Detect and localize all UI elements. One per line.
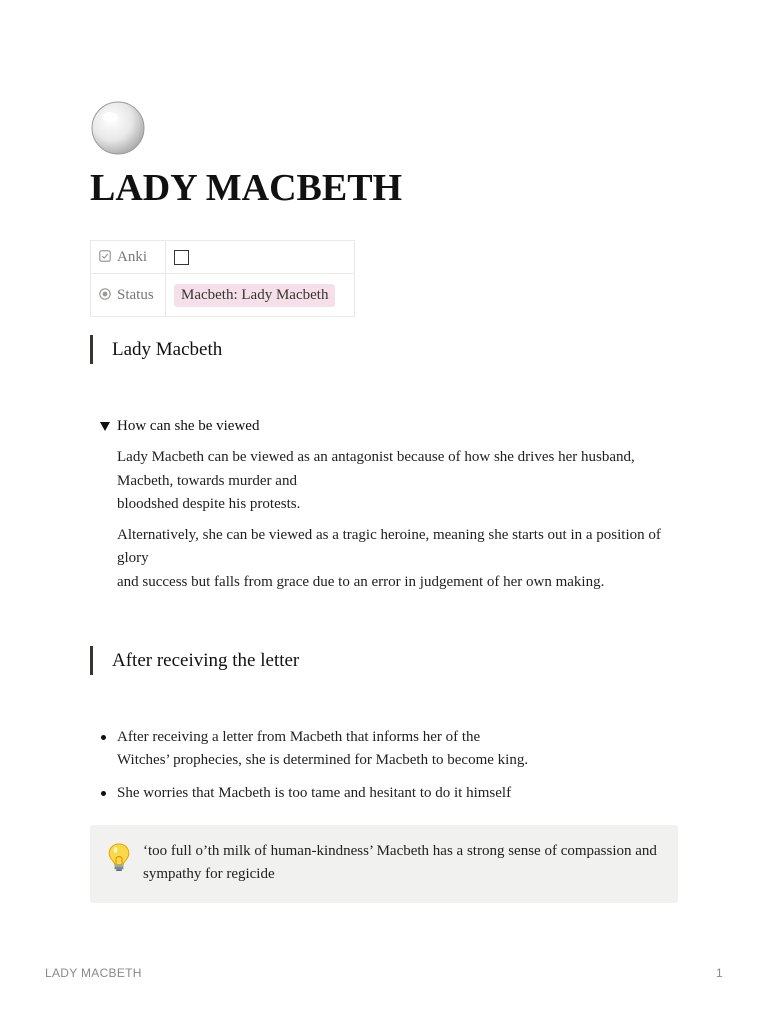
bulleted-list	[117, 726, 677, 815]
list-item	[117, 726, 677, 772]
anki-checkbox[interactable]	[174, 250, 189, 265]
property-value[interactable]	[166, 274, 355, 317]
callout-text: ‘too full o’th milk of human-kindness’ Macbeth has a strong sense of compassion and sympathy for regicide	[143, 843, 657, 882]
paragraph-line: bloodshed despite his protests.	[117, 496, 301, 512]
select-property-icon	[99, 288, 111, 300]
section-heading-lady-macbeth: Lady Macbeth	[90, 335, 222, 364]
property-label: Anki	[117, 248, 147, 265]
property-value	[166, 241, 355, 274]
property-name[interactable]	[91, 241, 166, 274]
bullet-icon	[101, 735, 106, 740]
footer-title: LADY MACBETH	[45, 966, 142, 980]
list-item-line: She worries that Macbeth is too tame and hesitant to do it himself	[117, 785, 512, 801]
toggle-body	[100, 446, 680, 594]
property-row-status	[91, 274, 355, 317]
lightbulb-icon	[106, 842, 132, 872]
white-circle-icon	[90, 100, 146, 156]
toggle-paragraph	[117, 524, 680, 595]
list-item-line: After receiving a letter from Macbeth that informs her of the	[117, 729, 481, 745]
callout-block	[90, 825, 678, 903]
properties-table	[90, 240, 355, 317]
toggle-arrow-icon[interactable]	[100, 422, 110, 431]
property-name[interactable]	[91, 274, 166, 317]
property-label: Status	[117, 286, 154, 303]
page-number: 1	[716, 966, 723, 980]
toggle-block	[100, 416, 680, 594]
section-heading-after-letter: After receiving the letter	[90, 646, 299, 675]
property-row-anki	[91, 241, 355, 274]
paragraph-line: and success but falls from grace due to an error in judgement of her own making.	[117, 573, 605, 590]
status-tag[interactable]: Macbeth: Lady Macbeth	[174, 284, 335, 307]
list-item-line: Witches’ prophecies, she is determined for Macbeth to become king.	[117, 752, 529, 768]
paragraph-line: Alternatively, she can be viewed as a tragic heroine, meaning she starts out in a position of glory	[117, 526, 661, 566]
toggle-summary[interactable]	[100, 416, 680, 436]
toggle-summary-text: How can she be viewed	[117, 418, 260, 434]
bullet-icon	[101, 791, 106, 796]
paragraph-line: Lady Macbeth can be viewed as an antagonist because of how she drives her husband, Macbeth, towards murder and	[117, 449, 635, 489]
list-item	[117, 782, 677, 805]
checkbox-property-icon	[99, 250, 111, 262]
toggle-paragraph	[117, 446, 680, 517]
page-title: LADY MACBETH	[90, 167, 403, 209]
